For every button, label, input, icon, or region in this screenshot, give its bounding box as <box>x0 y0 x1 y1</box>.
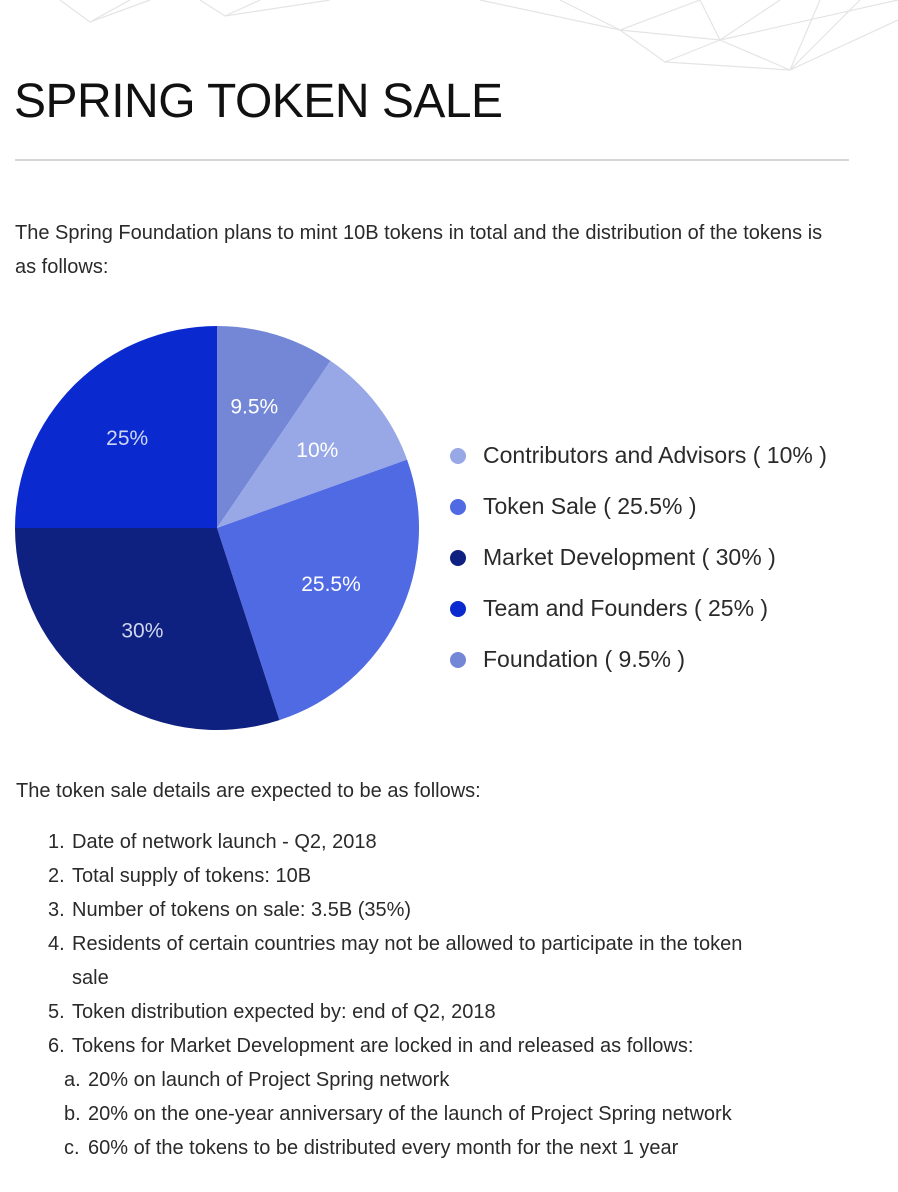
legend-dot-icon <box>450 448 466 464</box>
legend-item <box>450 430 827 481</box>
list-item <box>48 825 808 859</box>
chart-legend <box>450 430 827 685</box>
sub-list-item <box>64 1097 808 1131</box>
pie-slice-label: 25% <box>106 427 149 451</box>
legend-dot-icon <box>450 601 466 617</box>
list-item-number: 2. <box>48 865 65 887</box>
pie-chart <box>0 315 440 745</box>
list-item-text: Date of network launch - Q2, 2018 <box>72 831 377 853</box>
legend-item <box>450 583 827 634</box>
list-item-text: Residents of certain countries may not be allowed to participate in the token sale <box>72 933 743 989</box>
list-item-text: Tokens for Market Development are locked in and released as follows: <box>72 1035 694 1057</box>
list-item-number: 5. <box>48 1001 65 1023</box>
sub-list-item <box>64 1131 808 1165</box>
list-item-number: 4. <box>48 933 65 955</box>
legend-label: Contributors and Advisors ( 10% ) <box>483 442 827 468</box>
legend-dot-icon <box>450 550 466 566</box>
list-item-number: 6. <box>48 1035 65 1057</box>
list-item <box>48 927 808 995</box>
list-item <box>48 859 808 893</box>
sub-list-item-letter: b. <box>64 1103 81 1125</box>
list-item-text: Token distribution expected by: end of Q2, 2018 <box>72 1001 496 1023</box>
sub-list-item-text: 20% on launch of Project Spring network <box>88 1069 450 1091</box>
intro-text: The Spring Foundation plans to mint 10B tokens in total and the distribution of the tokens is as follows: <box>15 222 823 278</box>
details-list <box>48 825 808 1165</box>
legend-label: Foundation ( 9.5% ) <box>483 646 686 672</box>
sub-details-list <box>48 1063 808 1165</box>
pie-slice-label: 10% <box>296 439 339 463</box>
details-intro: The token sale details are expected to be as follows: <box>16 780 481 802</box>
list-item-text: Total supply of tokens: 10B <box>72 865 312 887</box>
list-item <box>48 995 808 1029</box>
legend-item <box>450 481 827 532</box>
page-title: SPRING TOKEN SALE <box>14 75 503 128</box>
list-item-text: Number of tokens on sale: 3.5B (35%) <box>72 899 412 921</box>
list-item-number: 1. <box>48 831 65 853</box>
list-item-number: 3. <box>48 899 65 921</box>
background-network-lines <box>0 0 898 80</box>
sub-list-item-text: 60% of the tokens to be distributed every month for the next 1 year <box>88 1137 679 1159</box>
sub-list-item-letter: c. <box>64 1137 80 1159</box>
pie-slice-label: 30% <box>121 619 164 643</box>
legend-label: Token Sale ( 25.5% ) <box>483 493 697 519</box>
legend-dot-icon <box>450 652 466 668</box>
title-divider <box>15 159 849 161</box>
legend-label: Team and Founders ( 25% ) <box>483 595 769 621</box>
list-item <box>48 1029 808 1063</box>
list-item <box>48 893 808 927</box>
sub-list-item <box>64 1063 808 1097</box>
sub-list-item-text: 20% on the one-year anniversary of the launch of Project Spring network <box>88 1103 732 1125</box>
pie-slice-label: 25.5% <box>301 572 361 596</box>
sub-list-container <box>48 1063 808 1165</box>
legend-dot-icon <box>450 499 466 515</box>
pie-slice-label: 9.5% <box>230 395 279 419</box>
legend-label: Market Development ( 30% ) <box>483 544 776 570</box>
legend-item <box>450 532 827 583</box>
legend-item <box>450 634 827 685</box>
sub-list-item-letter: a. <box>64 1069 81 1091</box>
